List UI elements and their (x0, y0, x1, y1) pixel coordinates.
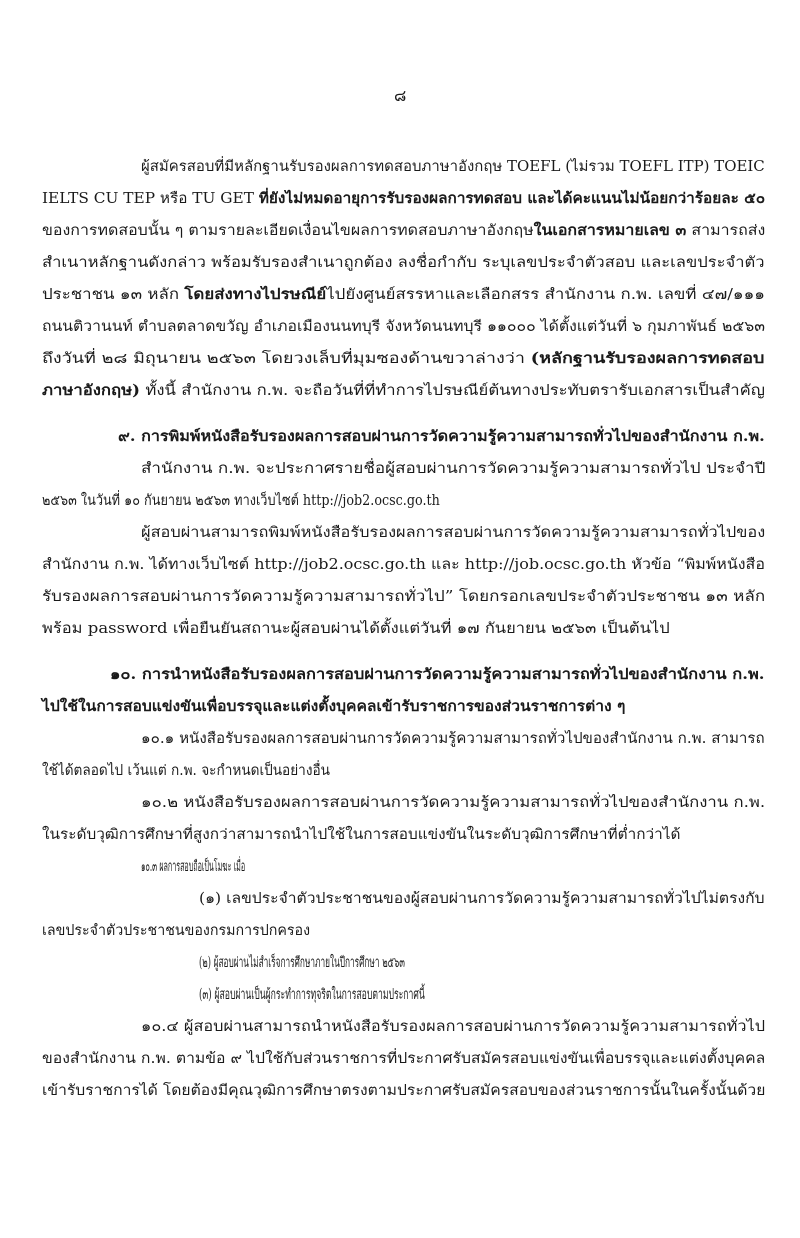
clause-10-2-line2: ในระดับวุฒิการศึกษาที่สูงกว่าสามารถนำไปใช้ในการสอบแข่งขันในระดับวุฒิการศึกษาที่ต่ำกว่าได้ (42, 827, 681, 843)
evidence-line-7 (42, 352, 764, 367)
clause-10-3-item3: (๓) ผู้สอบผ่านเป็นผู้กระทำการทุจริตในการสอบตามประกาศนี้ (199, 987, 425, 1003)
evidence-bold-text: โดยส่งทางไปรษณีย์ (184, 286, 327, 303)
section-9-para2-line2: สำนักงาน ก.พ. ได้ทางเว็บไซต์ http://job2.ocsc.go.th และ http://job.ocsc.go.th หัวข้อ “พิมพ์หนังสือ (42, 557, 765, 573)
clause-10-3: ๑๐.๓ ผลการสอบถือเป็นโมฆะ เมื่อ (141, 859, 246, 875)
evidence-text: ของการทดสอบนั้น ๆ ตามรายละเอียดเงื่อนไขผลการทดสอบภาษาอังกฤษ (42, 223, 534, 239)
evidence-line-1: ผู้สมัครสอบที่มีหลักฐานรับรองผลการทดสอบภาษาอังกฤษ TOEFL (ไม่รวม TOEFL ITP) TOEIC (141, 159, 765, 175)
evidence-text: ประชาชน ๑๓ หลัก (42, 287, 185, 303)
evidence-text: สามารถส่ง (686, 223, 766, 239)
evidence-text: ไปยังศูนย์สรรหาและเลือกสรร สำนักงาน ก.พ. เลขที่ ๔๗/๑๑๑ (326, 287, 765, 303)
clause-10-3-item1-line1: (๑) เลขประจำตัวประชาชนของผู้สอบผ่านการวัดความรู้ความสามารถทั่วไปไม่ตรงกับ (199, 891, 765, 907)
clause-10-3-item1-line2: เลขประจำตัวประชาชนของกรมการปกครอง (42, 923, 311, 939)
clause-10-1-line2: ใช้ได้ตลอดไป เว้นแต่ ก.พ. จะกำหนดเป็นอย่างอื่น (42, 763, 330, 779)
evidence-line-5 (42, 288, 765, 303)
clause-10-2-line1: ๑๐.๒ หนังสือรับรองผลการสอบผ่านการวัดความรู้ความสามารถทั่วไปของสำนักงาน ก.พ. (141, 795, 766, 811)
evidence-line-6: ถนนติวานนท์ ตำบลตลาดขวัญ อำเภอเมืองนนทบุรี จังหวัดนนทบุรี ๑๑๐๐๐ ได้ตั้งแต่วันที่ ๖ กุมภาพันธ์ ๒๕๖๓ (42, 319, 766, 335)
evidence-bold-text: ภาษาอังกฤษ) (42, 382, 141, 399)
section-10-heading-line2: ไปใช้ในการสอบแข่งขันเพื่อบรรจุและแต่งตั้งบุคคลเข้ารับราชการของส่วนราชการต่าง ๆ (42, 698, 626, 715)
evidence-line-2 (42, 192, 765, 207)
section-9-para1-line2: ๒๕๖๓ ในวันที่ ๑๐ กันยายน ๒๕๖๓ ทางเว็บไซต์ http://job2.ocsc.go.th (42, 493, 440, 509)
section-9-para2-line4: พร้อม password เพื่อยืนยันสถานะผู้สอบผ่านได้ตั้งแต่วันที่ ๑๗ กันยายน ๒๕๖๓ เป็นต้นไป (42, 621, 670, 637)
evidence-text: IELTS CU TEP หรือ TU GET (42, 191, 259, 207)
section-10-heading-line1: ๑๐. การนำหนังสือรับรองผลการสอบผ่านการวัดความรู้ความสามารถทั่วไปของสำนักงาน ก.พ. (110, 666, 765, 683)
section-9-heading: ๙. การพิมพ์หนังสือรับรองผลการสอบผ่านการวัดความรู้ความสามารถทั่วไปของสำนักงาน ก.พ. (118, 428, 765, 445)
evidence-line-8 (42, 384, 765, 399)
evidence-bold-text: ที่ยังไม่หมดอายุการรับรองผลการทดสอบ และได้คะแนนไม่น้อยกว่าร้อยละ ๕๐ (258, 190, 766, 207)
evidence-bold-text: (หลักฐานรับรองผลการทดสอบ (530, 350, 765, 367)
page-number: ๘ (394, 86, 407, 105)
evidence-text: ถึงวันที่ ๒๘ มิถุนายน ๒๕๖๓ โดยวงเล็บที่มุมซองด้านขวาล่างว่า (42, 351, 531, 367)
evidence-text: ทั้งนี้ สำนักงาน ก.พ. จะถือวันที่ที่ทำการไปรษณีย์ต้นทางประทับตรารับเอกสารเป็นสำคัญ (140, 383, 766, 399)
clause-10-3-item2: (๒) ผู้สอบผ่านไม่สำเร็จการศึกษาภายในปีการศึกษา ๒๕๖๓ (199, 955, 405, 971)
section-9-para2-line3: รับรองผลการสอบผ่านการวัดความรู้ความสามารถทั่วไป” โดยกรอกเลขประจำตัวประชาชน ๑๓ หลัก (42, 589, 766, 605)
section-9-para1-line1: สำนักงาน ก.พ. จะประกาศรายชื่อผู้สอบผ่านการวัดความรู้ความสามารถทั่วไป ประจำปี (141, 461, 766, 477)
clause-10-4-line2: ของสำนักงาน ก.พ. ตามข้อ ๙ ไปใช้กับส่วนราชการที่ประกาศรับสมัครสอบแข่งขันเพื่อบรรจุและแต่งตั้งบุคคล (42, 1051, 766, 1067)
clause-10-4-line3: เข้ารับราชการได้ โดยต้องมีคุณวุฒิการศึกษาตรงตามประกาศรับสมัครสอบของส่วนราชการนั้นในครั้งนั้นด้วย (42, 1083, 766, 1099)
clause-10-1-line1: ๑๐.๑ หนังสือรับรองผลการสอบผ่านการวัดความรู้ความสามารถทั่วไปของสำนักงาน ก.พ. สามารถ (141, 731, 765, 747)
evidence-line-3 (42, 224, 765, 239)
evidence-line-4: สำเนาหลักฐานดังกล่าว พร้อมรับรองสำเนาถูกต้อง ลงชื่อกำกับ ระบุเลขประจำตัวสอบ และเลขประจำตัว (42, 255, 765, 271)
evidence-bold-text: ในเอกสารหมายเลข ๓ (533, 222, 687, 239)
section-9-para2-line1: ผู้สอบผ่านสามารถพิมพ์หนังสือรับรองผลการสอบผ่านการวัดความรู้ความสามารถทั่วไปของ (141, 525, 766, 541)
clause-10-4-line1: ๑๐.๔ ผู้สอบผ่านสามารถนำหนังสือรับรองผลการสอบผ่านการวัดความรู้ความสามารถทั่วไป (141, 1019, 766, 1035)
